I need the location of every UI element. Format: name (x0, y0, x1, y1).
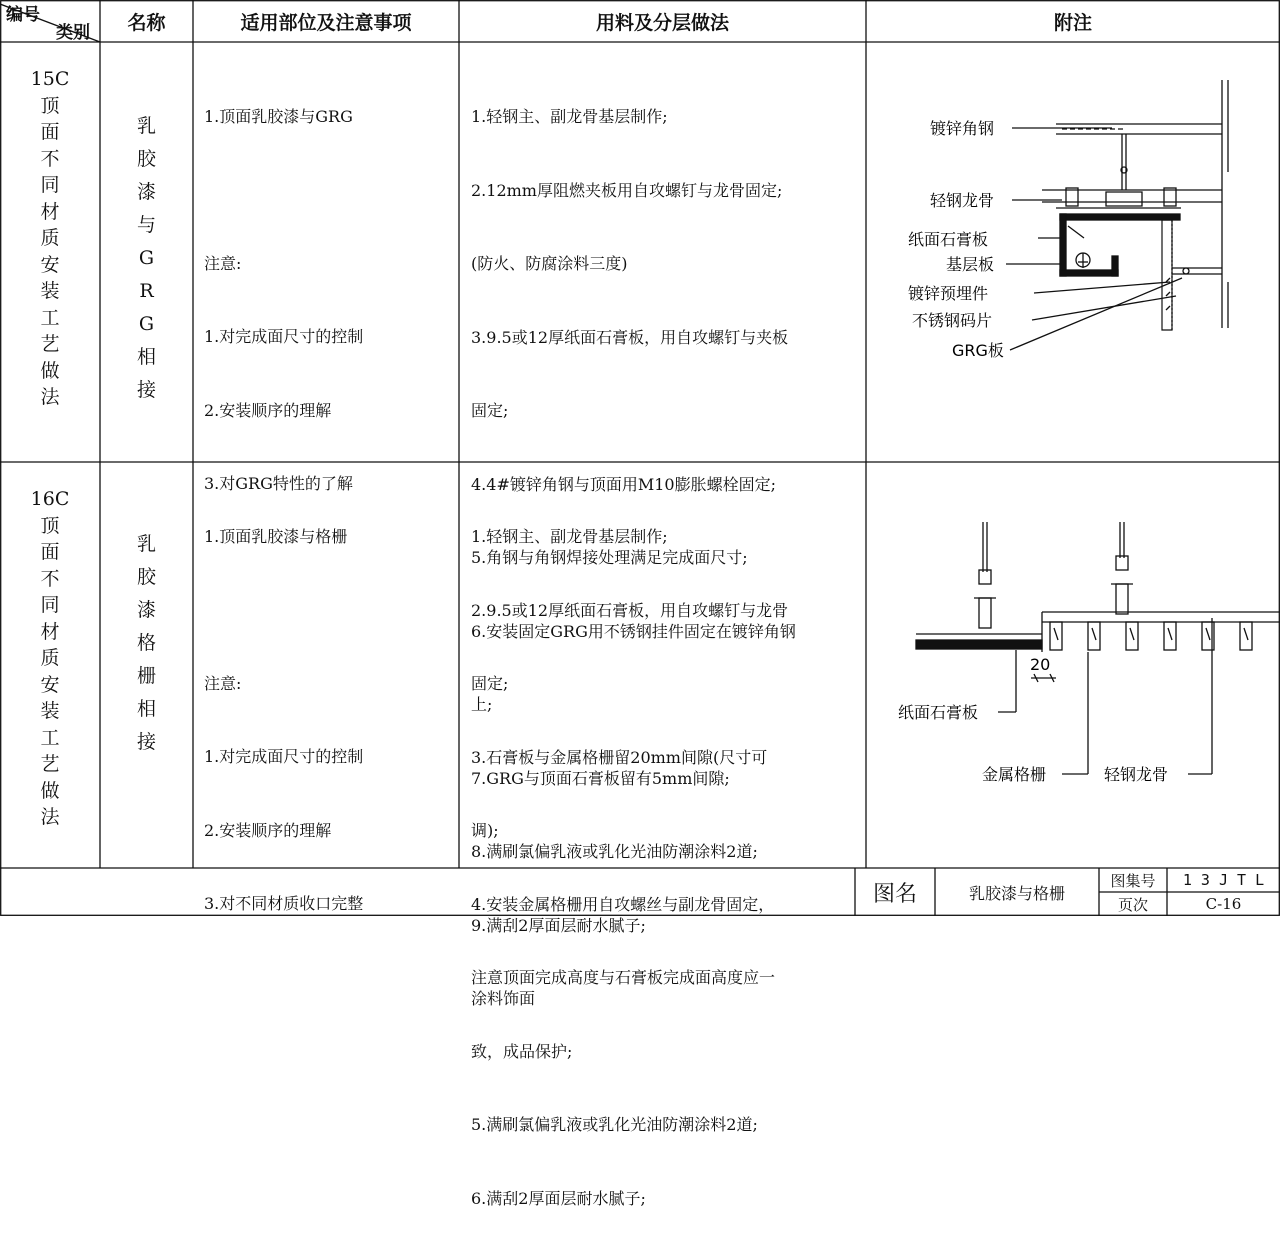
row1-name-char: 胶 (136, 148, 156, 170)
row2-method-line: 固定; (471, 674, 509, 693)
row1-scope-note-label: 注意: (204, 253, 242, 273)
row1-name-char: R (139, 280, 154, 302)
row2-code-char: 法 (40, 806, 60, 828)
footer-drawing-name: 乳胶漆与格栅 (968, 883, 1065, 903)
row2-code-char: 装 (40, 700, 60, 722)
row1-method-line: 8.满刷氯偏乳液或乳化光油防潮涂料2道; (471, 842, 758, 861)
diagram-label: 镀锌预埋件 (908, 284, 989, 303)
row1-code (0, 66, 100, 411)
row1-code-char: 顶 (40, 94, 60, 117)
row2-scope-note: 2.安装顺序的理解 (204, 820, 332, 840)
diagram-label: GRG板 (952, 341, 1004, 360)
footer-atlas-no: 1 3 J T L (1182, 871, 1265, 889)
row2-name-char: 乳 (136, 533, 156, 555)
row2-code-char: 顶 (40, 514, 60, 537)
row2-scope-note-label: 注意: (204, 673, 242, 693)
row1-scope-title: 1.顶面乳胶漆与GRG (204, 107, 353, 126)
row2-name-char: 接 (136, 731, 156, 753)
row1-method-line: 7.GRG与顶面石膏板留有5mm间隙; (471, 768, 730, 788)
row1-scope (204, 56, 363, 546)
row2-code-char: 材 (40, 620, 60, 643)
diagram-label: 金属格栅 (982, 765, 1047, 784)
row1-code-char: 质 (40, 227, 60, 249)
row1-method-line: 固定; (471, 401, 509, 420)
row1-code-char: 同 (40, 174, 60, 196)
row1-detail-diagram (866, 42, 1280, 462)
row1-name-char: 接 (136, 379, 156, 401)
diagram-label: 镀锌角钢 (930, 119, 995, 138)
row1-code-char: 艺 (40, 333, 60, 355)
row2-method-line: 5.满刷氯偏乳液或乳化光油防潮涂料2道; (471, 1115, 758, 1134)
row1-method-line: 4.4#镀锌角钢与顶面用M10膨胀螺栓固定; (471, 474, 776, 494)
row2-detail-diagram (866, 462, 1280, 868)
row2-code-char: 16C (30, 488, 70, 510)
row2-name (100, 528, 193, 759)
row2-name-char: 胶 (136, 566, 156, 588)
row1-code-char: 工 (40, 306, 60, 329)
row2-scope-title: 1.顶面乳胶漆与格栅 (204, 527, 348, 546)
row1-method-line: 3.9.5或12厚纸面石膏板，用自攻螺钉与夹板 (471, 327, 789, 347)
row1-name-char: 乳 (136, 115, 156, 137)
diagram-label: 轻钢龙骨 (930, 191, 995, 210)
footer-drawing-name-label: 图名 (872, 881, 917, 907)
row1-diagram-labels (908, 119, 1004, 360)
diagram-label: 不锈钢码片 (912, 311, 993, 330)
row2-method-line: 3.石膏板与金属格栅留20mm间隙(尺寸可 (471, 747, 768, 767)
row1-code-char: 装 (40, 280, 60, 302)
row1-scope-note: 1.对完成面尺寸的控制 (204, 327, 364, 346)
row2-name-char: 格 (136, 632, 156, 654)
row2-method-line: 调); (471, 821, 499, 840)
row2-name-char: 相 (136, 698, 156, 720)
diagram-label: 轻钢龙骨 (1104, 765, 1169, 784)
row2-diagram-labels (898, 703, 1168, 784)
row2-code-char: 工 (40, 726, 60, 749)
row2-method (471, 476, 788, 1260)
diagram-label: 纸面石膏板 (898, 703, 979, 722)
row1-name-char: G (138, 313, 155, 335)
row2-method-line: 6.满刮2厚面层耐水腻子; (471, 1188, 646, 1208)
diagram-label: 基层板 (946, 255, 995, 274)
row2-code (0, 486, 100, 831)
row2-method-line: 4.安装金属格栅用自攻螺丝与副龙骨固定， (471, 894, 775, 914)
row1-code-char: 安 (40, 253, 60, 276)
row1-code-char: 材 (40, 200, 60, 223)
row2-code-char: 安 (40, 673, 60, 696)
row1-name-char: 与 (136, 214, 156, 236)
row2-scope-note: 1.对完成面尺寸的控制 (204, 747, 364, 766)
row1-name-char: 相 (136, 346, 156, 368)
row1-method-line: 9.满刮2厚面层耐水腻子; (471, 915, 646, 935)
header-name: 名称 (127, 11, 166, 34)
row2-code-char: 艺 (40, 753, 60, 775)
row1-method-line: (防火、防腐涂料三度) (471, 254, 628, 273)
corner-label-code: 编号 (6, 5, 40, 25)
row2-method-line: 注意顶面完成高度与石膏板完成面高度应一 (471, 968, 776, 987)
row2-code-char: 同 (40, 594, 60, 616)
row1-scope-note: 3.对GRG特性的了解 (204, 474, 353, 493)
row1-method-line: 5.角钢与角钢焊接处理满足完成面尺寸; (471, 548, 748, 567)
row2-code-char: 不 (40, 567, 60, 590)
row1-code-char: 不 (40, 147, 60, 170)
row2-method-line: 2.9.5或12厚纸面石膏板，用自攻螺钉与龙骨 (471, 600, 789, 620)
header-note: 附注 (1053, 11, 1092, 34)
footer-page-label: 页次 (1117, 895, 1148, 914)
row2-code-char: 质 (40, 647, 60, 669)
row2-scope (204, 476, 363, 966)
row1-code-char: 15C (30, 68, 70, 90)
row1-code-char: 做 (40, 359, 60, 382)
row1-name (100, 110, 193, 407)
row1-method-line: 6.安装固定GRG用不锈钢挂件固定在镀锌角钢 (471, 621, 796, 641)
corner-label-category: 类别 (56, 23, 90, 43)
dimension-label: 20 (1030, 655, 1051, 674)
row1-scope-note: 2.安装顺序的理解 (204, 400, 332, 420)
row1-method-line: 1.轻钢主、副龙骨基层制作; (471, 107, 668, 126)
row1-code-char: 法 (40, 386, 60, 408)
row2-name-char: 栅 (136, 665, 156, 687)
row1-method-line: 涂料饰面 (471, 989, 536, 1008)
row1-method-line: 上; (471, 695, 493, 714)
row1-name-char: 漆 (136, 181, 156, 203)
header-method: 用料及分层做法 (595, 11, 729, 34)
row1-code-char: 面 (40, 121, 60, 143)
row1-method-line: 2.12mm厚阻燃夹板用自攻螺钉与龙骨固定; (471, 180, 783, 200)
row2-code-char: 做 (40, 779, 60, 802)
row1-name-char: G (138, 247, 155, 269)
row2-code-char: 面 (40, 541, 60, 563)
row2-name-char: 漆 (136, 599, 156, 621)
row2-method-line: 致，成品保护; (471, 1041, 573, 1061)
diagram-label: 纸面石膏板 (908, 230, 989, 249)
header-scope: 适用部位及注意事项 (240, 11, 412, 34)
row2-method-line: 1.轻钢主、副龙骨基层制作; (471, 527, 668, 546)
footer-atlas-label: 图集号 (1110, 871, 1156, 890)
footer-page-no: C-16 (1205, 895, 1242, 913)
row2-scope-note: 3.对不同材质收口完整 (204, 894, 364, 913)
